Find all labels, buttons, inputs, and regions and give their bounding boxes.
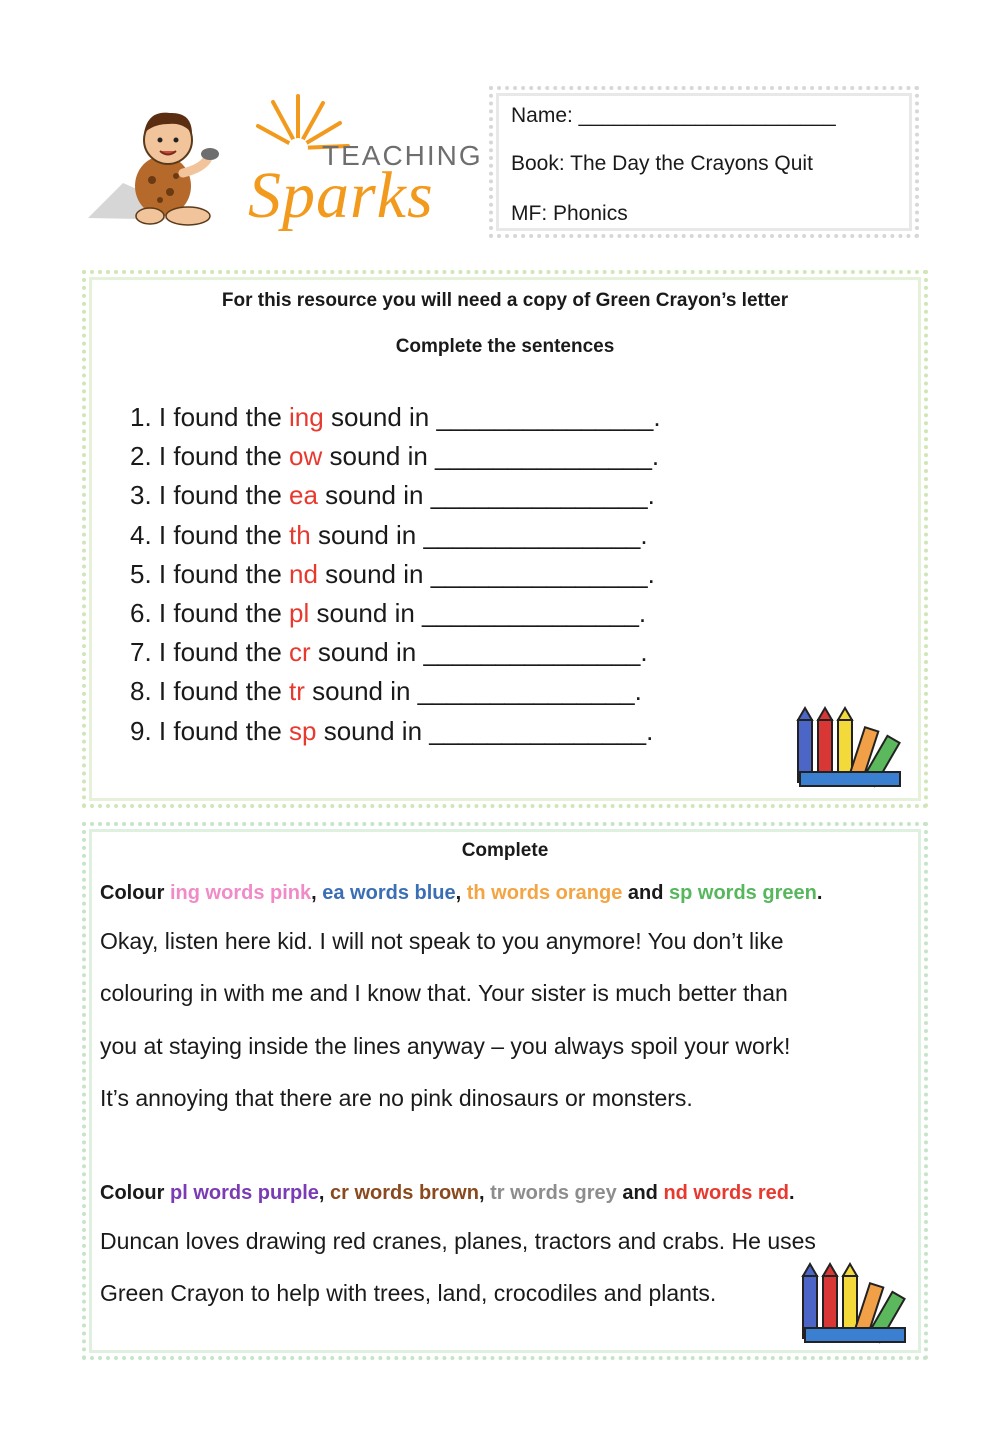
question-row [130,441,659,472]
question-pre: I found the [158,598,290,628]
book-label: Book: The Day the Crayons Quit [511,152,813,175]
question-post[interactable]: sound in _______________. [316,715,654,746]
question-pre: I found the [158,715,290,746]
question-pre: I found the [158,402,290,432]
question-pre: I found the [158,676,290,707]
question-post[interactable]: sound in _______________. [304,676,642,707]
question-sound: nd [289,558,318,589]
question-row [130,520,648,551]
duncan-line-1: Duncan loves drawing red cranes, planes, tractors and crabs. He uses [100,1228,816,1254]
question-sound: ow [289,441,323,472]
resource-note: For this resource you will need a copy of Green Crayon’s letter [221,290,789,311]
tr-grey: tr words grey [490,1182,617,1204]
letter-line-1: Okay, listen here kid. I will not speak to you anymore! You don’t like [100,928,784,954]
question-post[interactable]: sound in _______________. [323,402,661,432]
question-num: 4. [130,519,152,550]
name-field[interactable]: Name: ______________________ [511,104,836,127]
question-row [130,676,642,707]
question-post[interactable]: sound in _______________. [317,558,655,589]
question-row [130,559,655,590]
question-post[interactable]: sound in _______________. [317,480,655,511]
question-num: 9. [130,715,152,746]
colour-instruction-1: Colour ing words pink, ea words blue, th words orange and sp words green. [100,882,823,904]
question-pre: I found the [158,441,290,472]
pl-purple: pl words purple [170,1182,319,1204]
letter-line-3: you at staying inside the lines anyway – you always spoil your work! [100,1033,791,1059]
question-post[interactable]: sound in _______________. [310,519,648,550]
question-row [130,480,655,511]
question-pre: I found the [158,558,290,589]
section-title: Complete the sentences [395,336,615,357]
crayons-icon [790,706,910,792]
question-row [130,637,648,668]
duncan-line-2: Green Crayon to help with trees, land, crocodiles and plants. [100,1280,717,1306]
question-sound: ea [289,480,318,511]
question-pre: I found the [158,519,290,550]
question-num: 1. [130,402,152,432]
question-row [130,716,653,747]
question-row [130,598,646,629]
question-num: 5. [130,558,152,589]
mf-label: MF: Phonics [511,202,628,225]
question-sound: ing [289,402,324,432]
question-num: 3. [130,480,152,511]
question-post[interactable]: sound in _______________. [322,441,660,472]
student-info-box [489,86,919,238]
colour-instruction-2: Colour pl words purple, cr words brown, tr words grey and nd words red. [100,1182,795,1204]
question-num: 8. [130,676,152,707]
question-pre: I found the [158,480,290,511]
letter-line-2: colouring in with me and I know that. Your sister is much better than [100,980,788,1006]
question-sound: sp [289,715,317,746]
question-row [130,402,661,433]
cr-brown: cr words brown [330,1182,479,1204]
nd-red: nd words red [663,1182,790,1204]
sp-green: sp words green [669,882,817,904]
question-pre: I found the [158,637,290,668]
ea-blue: ea words blue [322,882,456,904]
logo-teaching-text: TEACHING [322,140,483,171]
letter-line-4: It’s annoying that there are no pink dinosaurs or monsters. [100,1085,693,1111]
question-sound: tr [289,676,305,707]
question-num: 6. [130,598,152,628]
question-num: 2. [130,441,152,472]
question-num: 7. [130,637,152,668]
logo-sparks-text: Sparks [248,159,434,232]
ing-pink: ing words pink [170,882,312,904]
question-sound: th [289,519,311,550]
th-orange: th words orange [466,882,623,904]
crayons-icon [795,1262,915,1348]
complete-title: Complete [461,840,549,861]
question-post[interactable]: sound in _______________. [309,598,647,628]
question-sound: cr [289,637,311,668]
question-sound: pl [289,598,310,628]
question-post[interactable]: sound in _______________. [310,637,648,668]
